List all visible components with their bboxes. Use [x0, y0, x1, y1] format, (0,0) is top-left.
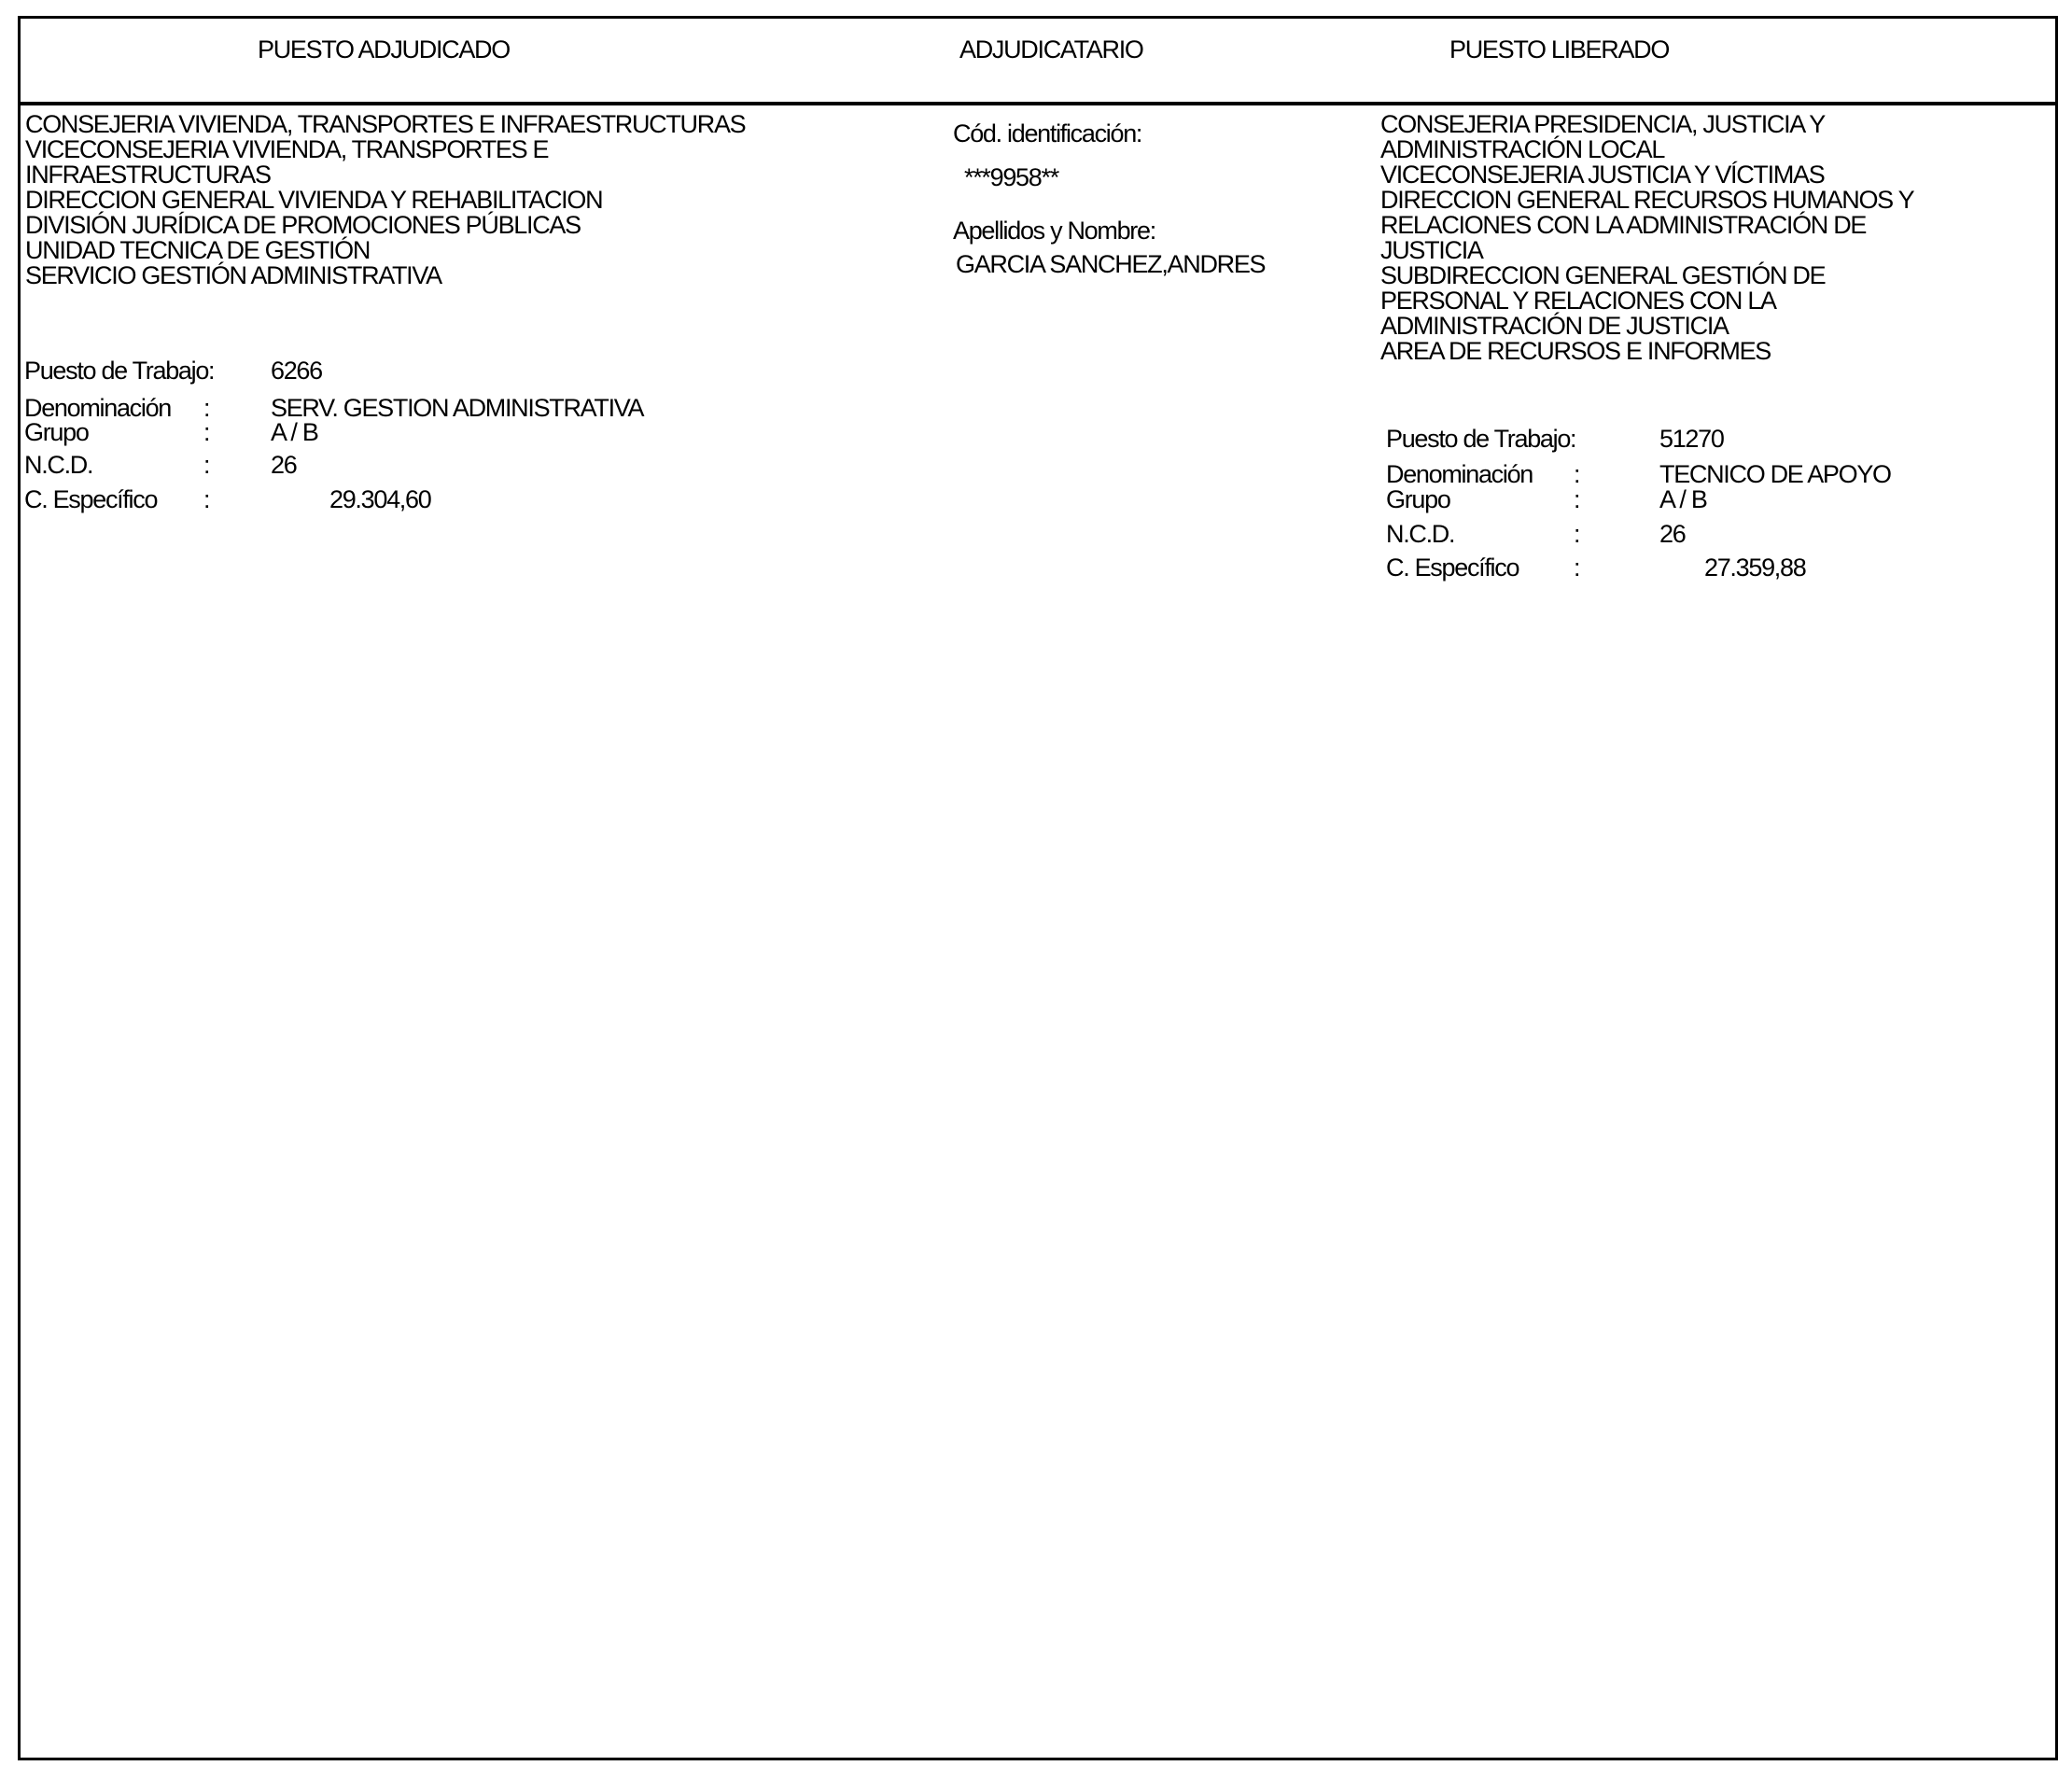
field-value: 26: [1659, 520, 1686, 548]
field-row-denominacion: [1386, 460, 2039, 488]
field-row-puesto-trabajo: [24, 357, 678, 385]
field-row-puesto-trabajo: [1386, 425, 2039, 453]
org-line: PERSONAL Y RELACIONES CON LA: [1380, 287, 1776, 315]
field-label: Grupo: [24, 418, 89, 446]
field-label: N.C.D.: [24, 451, 93, 479]
org-line: CONSEJERIA PRESIDENCIA, JUSTICIA Y: [1380, 110, 1825, 138]
field-label: C. Específico: [1386, 554, 1519, 582]
field-colon: :: [203, 485, 210, 513]
field-value: 51270: [1659, 425, 1724, 453]
field-colon: :: [203, 394, 210, 422]
field-value: 26: [271, 451, 297, 479]
org-line: UNIDAD TECNICA DE GESTIÓN: [25, 236, 371, 264]
field-row-ncd: [24, 451, 678, 479]
cod-identificacion-value: ***9958**: [964, 163, 1058, 191]
apellidos-nombre-label: Apellidos y Nombre:: [953, 217, 1155, 245]
field-label: Denominación: [24, 394, 171, 422]
field-colon: :: [1574, 460, 1580, 488]
field-row-c-especifico: [24, 485, 678, 513]
apellidos-nombre-value: GARCIA SANCHEZ,ANDRES: [956, 250, 1266, 278]
org-line: SUBDIRECCION GENERAL GESTIÓN DE: [1380, 261, 1826, 289]
field-label: Denominación: [1386, 460, 1533, 488]
field-value: A / B: [1659, 485, 1707, 513]
org-line: INFRAESTRUCTURAS: [25, 161, 271, 189]
org-line: AREA DE RECURSOS E INFORMES: [1380, 337, 1771, 365]
cod-identificacion-label: Cód. identificación:: [953, 119, 1142, 147]
field-label: Puesto de Trabajo:: [1386, 425, 1576, 453]
org-line: CONSEJERIA VIVIENDA, TRANSPORTES E INFRAESTRUCTURAS: [25, 110, 746, 138]
field-row-ncd: [1386, 520, 2039, 548]
field-label: Grupo: [1386, 485, 1450, 513]
field-row-c-especifico: [1386, 554, 2039, 582]
field-value: A / B: [271, 418, 318, 446]
liberado-org-block: [1380, 112, 1913, 364]
org-line: ADMINISTRACIÓN LOCAL: [1380, 135, 1665, 163]
org-line: SERVICIO GESTIÓN ADMINISTRATIVA: [25, 261, 441, 289]
org-line: JUSTICIA: [1380, 236, 1483, 264]
field-value: TECNICO DE APOYO: [1659, 460, 1891, 488]
field-value: 29.304,60: [329, 485, 431, 513]
column-title-puesto-liberado: PUESTO LIBERADO: [1449, 35, 1670, 63]
org-line: ADMINISTRACIÓN DE JUSTICIA: [1380, 312, 1729, 340]
org-line: DIVISIÓN JURÍDICA DE PROMOCIONES PÚBLICAS: [25, 211, 581, 239]
field-value: 27.359,88: [1704, 554, 1806, 582]
field-colon: :: [1574, 485, 1580, 513]
field-colon: :: [1574, 520, 1580, 548]
document-page: [18, 16, 2058, 1760]
field-value: 6266: [271, 357, 322, 385]
org-line: DIRECCION GENERAL VIVIENDA Y REHABILITACION: [25, 186, 603, 214]
adjudicado-org-block: [25, 112, 745, 288]
field-label: Puesto de Trabajo:: [24, 357, 215, 385]
field-colon: :: [1574, 554, 1580, 582]
header-separator-line: [21, 102, 2055, 105]
field-row-grupo: [24, 418, 678, 446]
org-line: VICECONSEJERIA VIVIENDA, TRANSPORTES E: [25, 135, 549, 163]
field-colon: :: [203, 451, 210, 479]
field-colon: :: [203, 418, 210, 446]
org-line: DIRECCION GENERAL RECURSOS HUMANOS Y: [1380, 186, 1914, 214]
field-label: C. Específico: [24, 485, 158, 513]
field-row-grupo: [1386, 485, 2039, 513]
column-title-adjudicatario: ADJUDICATARIO: [959, 35, 1143, 63]
org-line: RELACIONES CON LA ADMINISTRACIÓN DE: [1380, 211, 1867, 239]
field-label: N.C.D.: [1386, 520, 1455, 548]
column-title-puesto-adjudicado: PUESTO ADJUDICADO: [258, 35, 510, 63]
org-line: VICECONSEJERIA JUSTICIA Y VÍCTIMAS: [1380, 161, 1825, 189]
field-value: SERV. GESTION ADMINISTRATIVA: [271, 394, 644, 422]
